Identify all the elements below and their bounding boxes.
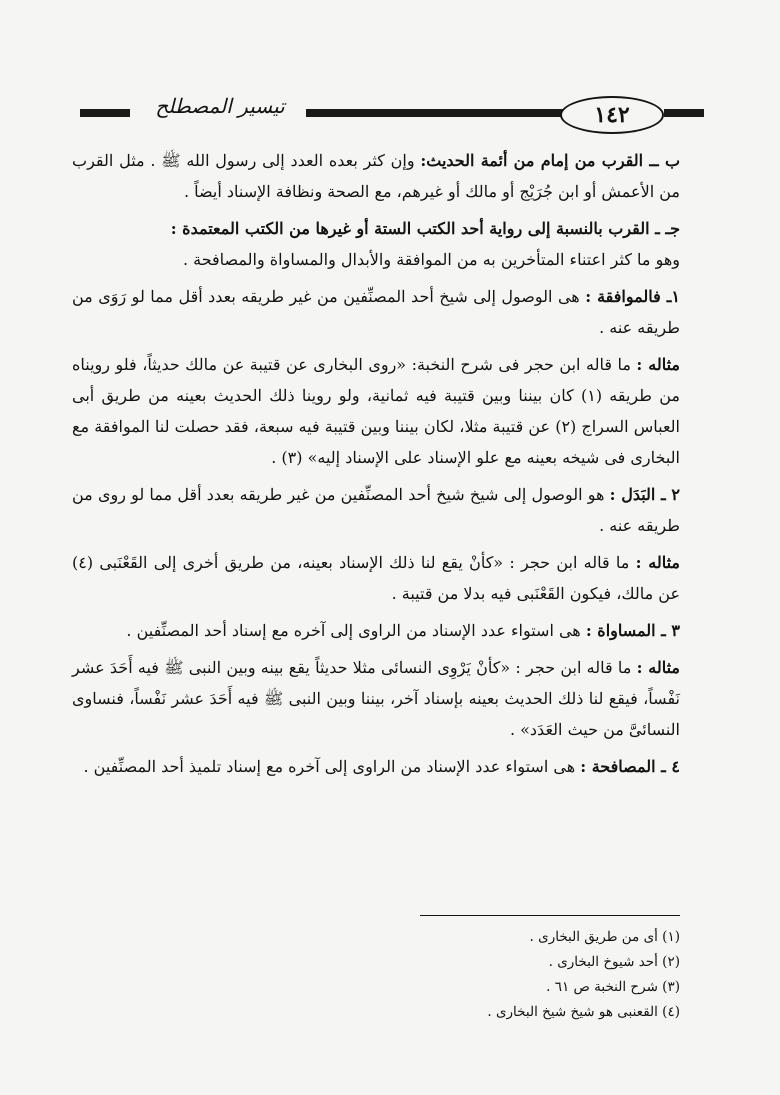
heading-badal: ٢ ـ البَدَل :: [609, 485, 680, 504]
footnotes: [300, 925, 680, 1025]
running-title: تيسير المصطلح: [155, 94, 285, 118]
example-3-text: ما قاله ابن حجر : «كأنْ يَرْوِى النسائى مثلا حديثاً يقع بينه وبين النبى ﷺ فيه أَحَدَ عشر نَفْساً، فيقع لنا ذلك الحديث بعينه بإسناد آخر، بيننا وبين النبى ﷺ فيه أَحَدَ عشر نَفْساً، فنساوى النسائىَّ من حيث العَدَد» .: [72, 658, 680, 739]
main-text: [72, 145, 680, 788]
example-3: [72, 652, 680, 745]
text-j: وهو ما كثر اعتناء المتأخرين به من الموافقة والأبدال والمساواة والمصافحة .: [182, 250, 680, 269]
footnote-separator: [420, 915, 680, 916]
page-header: [70, 92, 706, 132]
heading-musawah: ٣ ـ المساواة :: [585, 621, 680, 640]
heading-b: ب ــ القرب من إمام من أئمة الحديث:: [420, 151, 681, 170]
example-2-text: ما قاله ابن حجر : «كأنْ يقع لنا ذلك الإسناد بعينه، من طريق أخرى إلى القَعْنَبى (٤) عن مالك، فيكون القَعْنَبى فيه بدلا من قتيبة .: [72, 553, 680, 603]
header-rule-left: [80, 109, 130, 117]
footnote-3: (٣) شرح النخبة ص ٦١ .: [546, 979, 680, 995]
example-3-lead: مثاله :: [636, 658, 680, 677]
example-1: [72, 349, 680, 473]
heading-j: جـ ـ القرب بالنسبة إلى رواية أحد الكتب الستة أو غيرها من الكتب المعتمدة :: [170, 219, 680, 238]
example-1-lead: مثاله :: [636, 355, 680, 374]
example-1-text: ما قاله ابن حجر فى شرح النخبة: «روى البخارى عن قتيبة عن مالك حديثاً، فلو رويناه من طريقه (١) كان بيننا وبين قتيبة فيه ثمانية، ولو روينا ذلك الحديث بعينه من طريق أبى العباس السراج (٢) عن قتيبة مثلا، لكان بيننا وبين قتيبة فيه سبعة، فقد حصلت لنا الموافقة مع البخارى فى شيخه بعينه مع علو الإسناد على الإسناد إليه» (٣) .: [72, 355, 680, 467]
paragraph-4: [72, 751, 680, 782]
paragraph-3: [72, 615, 680, 646]
footnote-1: (١) أى من طريق البخارى .: [529, 929, 680, 945]
text-muwafaqa: هى الوصول إلى شيخ أحد المصنِّفين من غير طريقه بعدد أقل مما لو رَوَى من طريقه عنه .: [72, 287, 680, 337]
footnote-2: (٢) أحد شيوخ البخارى .: [548, 954, 680, 970]
header-rule-right: [664, 109, 704, 117]
example-2: [72, 547, 680, 609]
paragraph-1: [72, 281, 680, 343]
text-badal: هو الوصول إلى شيخ شيخ أحد المصنِّفين من غير طريقه بعدد أقل مما لو روى من طريقه عنه .: [72, 485, 680, 535]
example-2-lead: مثاله :: [635, 553, 681, 572]
text-musafaha: هى استواء عدد الإسناد من الراوى إلى آخره مع إسناد تلميذ أحد المصنِّفين .: [83, 757, 581, 776]
paragraph-2: [72, 479, 680, 541]
paragraph-j: [72, 213, 680, 275]
paragraph-b: [72, 145, 680, 207]
text-musawah: هى استواء عدد الإسناد من الراوى إلى آخره مع إسناد أحد المصنِّفين .: [126, 621, 586, 640]
heading-muwafaqa: ١ـ فالموافقة :: [585, 287, 680, 306]
heading-musafaha: ٤ ـ المصافحة :: [580, 757, 680, 776]
footnote-4: (٤) القعنبى هو شيخ شيخ البخارى .: [487, 1004, 680, 1020]
page-number: ١٤٢: [560, 96, 664, 134]
text-b: وإن كثر بعده العدد إلى رسول الله ﷺ . مثل القرب من الأعمش أو ابن جُرَيْج أو مالك أو غيرهم، مع الصحة ونظافة الإسناد أيضاً .: [72, 151, 680, 201]
